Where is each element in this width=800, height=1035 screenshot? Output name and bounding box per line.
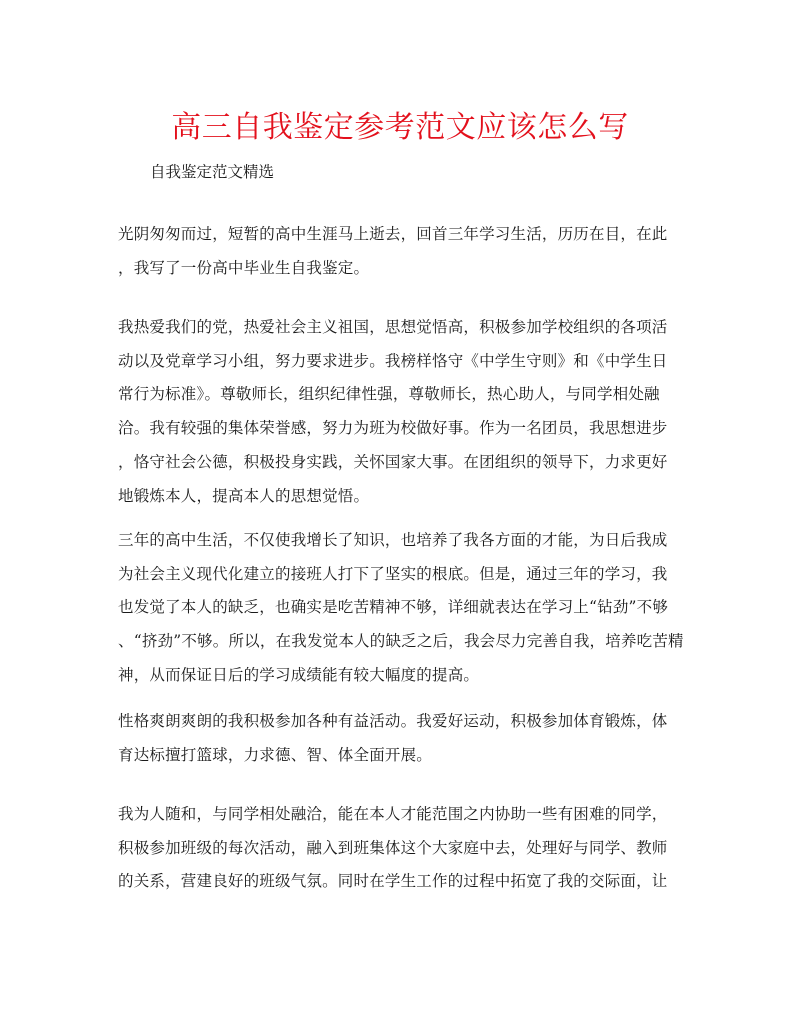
paragraph-political: 我热爱我们的党，热爱社会主义祖国，思想觉悟高，积极参加学校组织的各项活 动以及党章学习小组，努力要求进步。我榜样恪守《中学生守则》和《中学生日 常行为标准》。尊敬师长，组织纪律性强，尊敬师长，热心助人，与同学相处融 洽。我有较强的集体荣誉感，努力为班为校做好事。作为一名团员，我思想进步 ，恪守社会公德，积极投身实践，关怀国家大事。在团组织的领导下，力求更好 地锻炼本人，提高本人的思想觉悟。	[118, 318, 668, 505]
paragraph-intro: 光阴匆匆而过，短暂的高中生涯马上逝去，回首三年学习生活，历历在目，在此 ，我写了一份高中毕业生自我鉴定。	[118, 225, 668, 277]
document-title: 高三自我鉴定参考范文应该怎么写	[171, 110, 629, 145]
paragraph-study: 三年的高中生活，不仅使我增长了知识，也培养了我各方面的才能，为日后我成 为社会主义现代化建立的接班人打下了坚实的根底。但是，通过三年的学习，我 也发觉了本人的缺乏，也确实是吃苦精神不够，详细就表达在学习上“钻劲”不够 、“挤劲”不够。所以，在我发觉本人的缺乏之后，我会尽力完善自我，培养吃苦精 神，从而保证日后的学习成绩能有较大幅度的提高。	[118, 531, 684, 684]
document-subtitle: 自我鉴定范文精选	[150, 163, 275, 181]
paragraph-activities: 性格爽朗爽朗的我积极参加各种有益活动。我爱好运动，积极参加体育锻炼，体 育达标擅打篮球，力求德、智、体全面开展。	[118, 712, 668, 764]
paragraph-relations: 我为人随和，与同学相处融洽，能在本人才能范围之内协助一些有困难的同学， 积极参加班级的每次活动，融入到班集体这个大家庭中去，处理好与同学、教师 的关系，营建良好的班级气氛。同时在学生工作的过程中拓宽了我的交际面，让	[118, 805, 668, 891]
